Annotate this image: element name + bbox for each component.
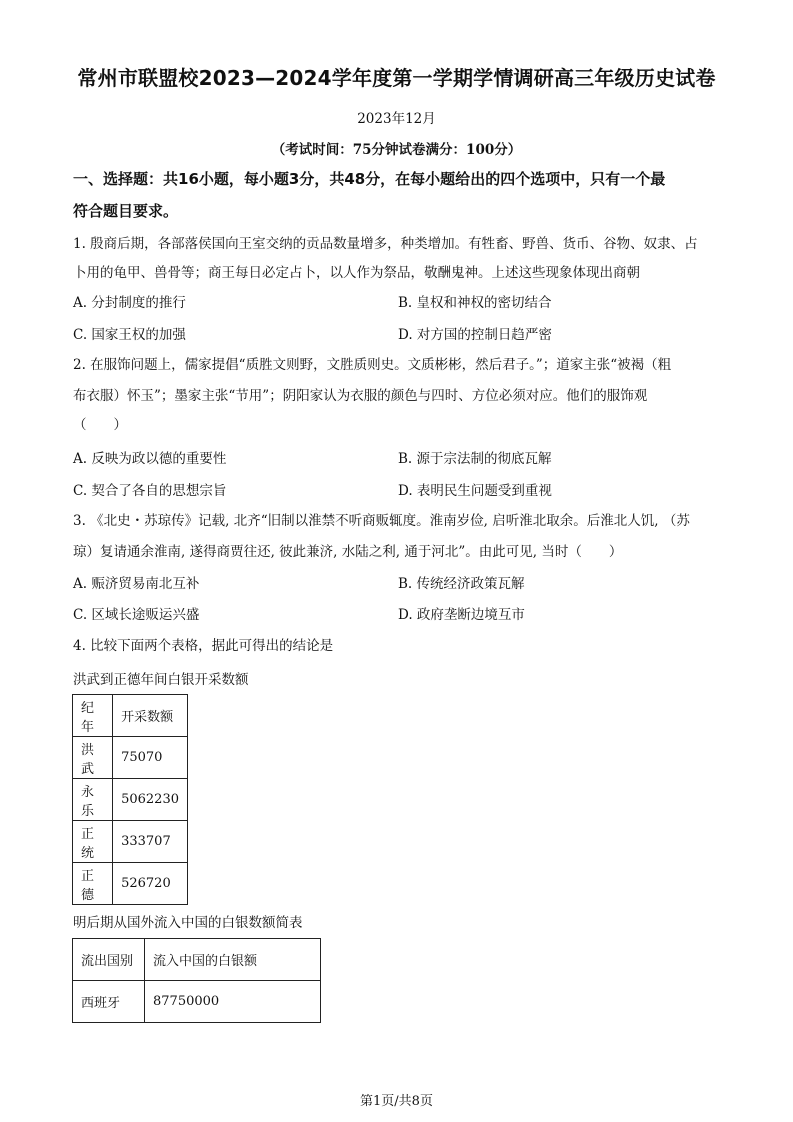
- table-cell: 75070: [113, 737, 188, 779]
- question-3-line2: 琼）复请通余淮南, 遂得商贾往还, 彼此兼济, 水陆之利, 通于河北”。由此可见, 当时（ ）: [73, 544, 623, 560]
- table-cell: 永乐: [73, 779, 113, 821]
- table-header-row: [73, 939, 321, 981]
- table-header-row: [73, 695, 188, 737]
- table-cell: 西班牙: [73, 981, 145, 1023]
- table1-caption: 洪武到正德年间白银开采数额: [73, 672, 249, 688]
- page-number: 第1页/共8页: [360, 1094, 433, 1109]
- q1-option-d[interactable]: D. 对方国的控制日趋严密: [398, 327, 552, 343]
- question-1-line2: 卜用的龟甲、兽骨等；商王每日必定占卜，以人作为祭品，敬酬鬼神。上述这些现象体现出商朝: [73, 265, 640, 281]
- table-row: [73, 737, 188, 779]
- table-cell: 正统: [73, 821, 113, 863]
- q1-option-b[interactable]: B. 皇权和神权的密切结合: [398, 295, 552, 311]
- table-header-cell: 流出国别: [73, 939, 145, 981]
- exam-date: 2023年12月: [357, 111, 436, 127]
- question-3-line1-part2: 。淮南岁俭, 启听淮北取余。后淮北人饥, （苏: [416, 513, 690, 529]
- section-heading-line1: 一、选择题：共16小题，每小题3分，共48分，在每小题给出的四个选项中，只有一个最: [73, 170, 666, 188]
- table-row: [73, 981, 321, 1023]
- q2-option-b[interactable]: B. 源于宗法制的彻底瓦解: [398, 451, 552, 467]
- table-header-cell: 纪年: [73, 695, 113, 737]
- silver-mining-table: [72, 694, 188, 905]
- question-3-line1: [73, 506, 727, 537]
- table-row: [73, 863, 188, 905]
- silver-inflow-table: [72, 938, 321, 1023]
- q1-option-c[interactable]: C. 国家王权的加强: [73, 327, 186, 343]
- q2-option-c[interactable]: C. 契合了各自的思想宗旨: [73, 483, 227, 499]
- table-cell: 正德: [73, 863, 113, 905]
- table-header-cell: 流入中国的白银额: [145, 939, 321, 981]
- table-cell: 5062230: [113, 779, 188, 821]
- q2-option-d[interactable]: D. 表明民生问题受到重视: [398, 483, 552, 499]
- table-cell: 87750000: [145, 981, 321, 1023]
- table-row: [73, 779, 188, 821]
- page-title: 常州市联盟校2023—2024学年度第一学期学情调研高三年级历史试卷: [77, 66, 716, 90]
- section-heading-line2: 符合题目要求。: [73, 202, 179, 220]
- table-header-cell: 开采数额: [113, 695, 188, 737]
- question-4-line1: 4. 比较下面两个表格，据此可得出的结论是: [73, 638, 334, 654]
- question-2-line2: 布衣服）怀玉”；墨家主张“节用”；阴阳家认为衣服的颜色与四时、方位必须对应。他们的服饰观: [73, 388, 648, 404]
- q3-option-b[interactable]: B. 传统经济政策瓦解: [398, 576, 525, 592]
- table-cell: 526720: [113, 863, 188, 905]
- q3-option-a[interactable]: A. 赈济贸易南北互补: [73, 576, 200, 592]
- question-1-line1: 1. 殷商后期，各部落侯国向王室交纳的贡品数量增多，种类增加。有牲畜、野兽、货币、谷物、奴隶、占: [73, 236, 698, 252]
- table2-caption: 明后期从国外流入中国的白银数额简表: [73, 915, 303, 931]
- question-3-line1-part1: 3. 《北史・苏琼传》记载, 北齐“旧制以淮禁不听商贩辄度: [73, 513, 417, 529]
- question-2-line1: 2. 在服饰问题上，儒家提倡“质胜文则野，文胜质则史。文质彬彬，然后君子。”；道家主张“被褐（粗: [73, 357, 672, 373]
- table-row: [73, 821, 188, 863]
- table-cell: 洪武: [73, 737, 113, 779]
- table-cell: 333707: [113, 821, 188, 863]
- question-2-line3: （ ）: [73, 417, 127, 433]
- q1-option-a[interactable]: A. 分封制度的推行: [73, 295, 186, 311]
- q3-option-d[interactable]: D. 政府垄断边境互市: [398, 607, 525, 623]
- q2-option-a[interactable]: A. 反映为政以德的重要性: [73, 451, 227, 467]
- q3-option-c[interactable]: C. 区域长途贩运兴盛: [73, 607, 200, 623]
- exam-info: （考试时间：75分钟试卷满分：100分）: [271, 142, 522, 158]
